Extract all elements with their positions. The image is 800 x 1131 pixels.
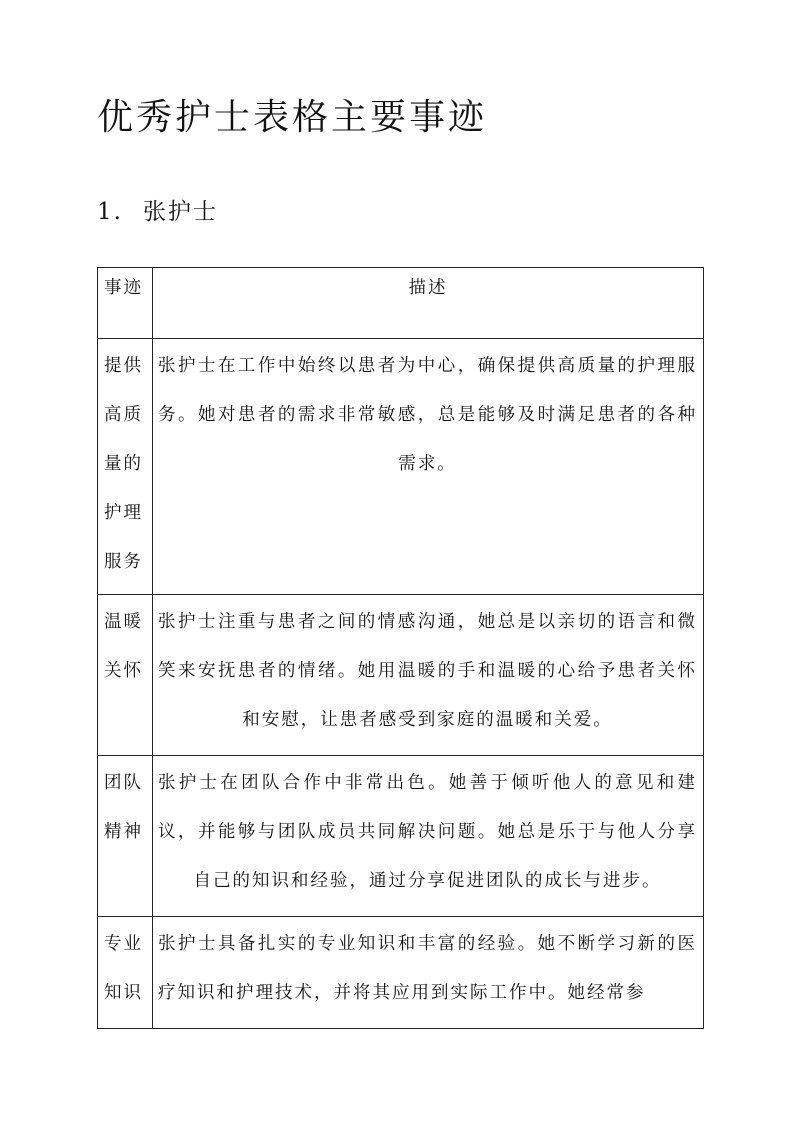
description-cell: 张护士在团队合作中非常出色。她善于倾听他人的意见和建议，并能够与团队成员共同解决问题。她总是乐于与他人分享自己的知识和经验，通过分享促进团队的成长与进步。 (153, 756, 704, 917)
description-cell: 张护士在工作中始终以患者为中心，确保提供高质量的护理服务。她对患者的需求非常敏感，总是能够及时满足患者的各种需求。 (153, 339, 704, 595)
deed-cell: 团队精神 (98, 756, 153, 917)
header-deed: 事迹 (98, 268, 153, 339)
document-title: 优秀护士表格主要事迹 (97, 97, 488, 138)
table-row (98, 595, 704, 756)
section-number: 1. (97, 199, 123, 225)
section-heading (97, 192, 218, 232)
header-description: 描述 (153, 268, 704, 339)
deed-cell: 提供高质量的护理服务 (98, 339, 153, 595)
table-row (98, 339, 704, 595)
deed-cell: 温暖关怀 (98, 595, 153, 756)
description-cell: 张护士注重与患者之间的情感沟通，她总是以亲切的语言和微笑来安抚患者的情绪。她用温暖的手和温暖的心给予患者关怀和安慰，让患者感受到家庭的温暖和关爱。 (153, 595, 704, 756)
table-row (98, 756, 704, 917)
deeds-table (97, 267, 704, 1029)
table-row (98, 917, 704, 1029)
deed-cell: 专业知识 (98, 917, 153, 1029)
section-name: 张护士 (143, 199, 218, 225)
table-header-row (98, 268, 704, 339)
description-cell: 张护士具备扎实的专业知识和丰富的经验。她不断学习新的医疗知识和护理技术，并将其应用到实际工作中。她经常参 (153, 917, 704, 1029)
